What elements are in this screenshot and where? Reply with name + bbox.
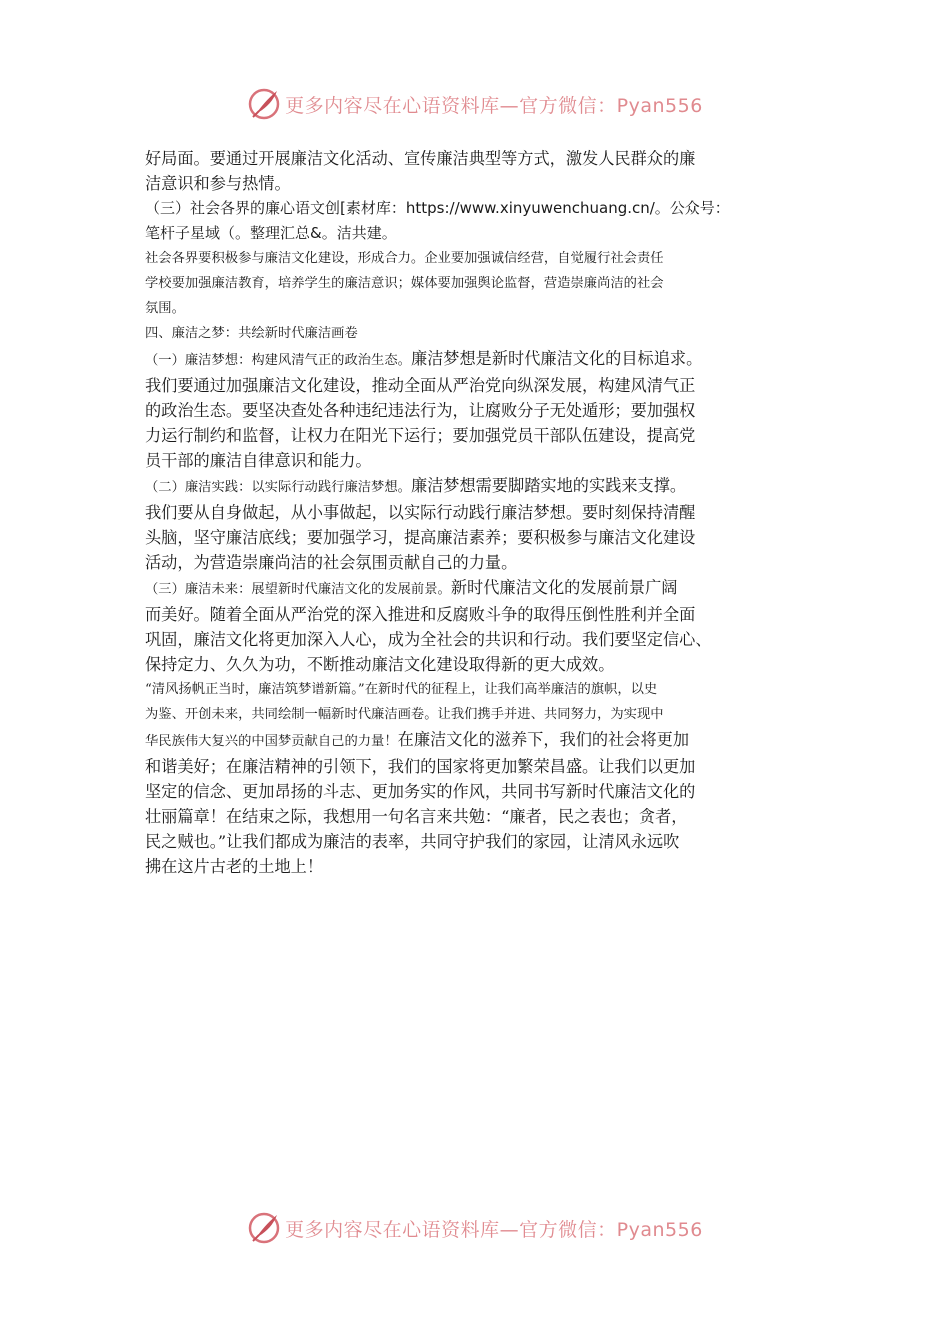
text-line: 为鉴、开创未来，共同绘制一幅新时代廉洁画卷。让我们携手并进、共同努力，为实现中 — [145, 707, 664, 722]
text-line: 壮丽篇章！在结束之际，我想用一句名言来共勉：“廉者，民之表也；贪者， — [145, 807, 688, 826]
text-line: 坚定的信念、更加昂扬的斗志、更加务实的作风，共同书写新时代廉洁文化的 — [145, 782, 696, 801]
text-line: 民之贼也。”让我们都成为廉洁的表率，共同守护我们的家园，让清风永远吹 — [145, 832, 680, 851]
text-line: 我们要从自身做起，从小事做起，以实际行动践行廉洁梦想。要时刻保持清醒 — [145, 503, 696, 522]
text-line: 力运行制约和监督，让权力在阳光下运行；要加强党员干部队伍建设，提高党 — [145, 426, 696, 445]
text-span: 华民族伟大复兴的中国梦贡献自己的力量！ — [145, 734, 398, 749]
text-span: 廉洁梦想是新时代廉洁文化的目标追求。 — [410, 349, 703, 368]
subsection-first-line — [145, 346, 815, 373]
document-body — [145, 146, 815, 879]
text-line: 保持定力、久久为功，不断推动廉洁文化建设取得新的更大成效。 — [145, 655, 615, 674]
quill-logo-icon — [247, 1211, 281, 1245]
text-line: 活动，为营造崇廉尚洁的社会氛围贡献自己的力量。 — [145, 553, 518, 572]
text-line: “清风扬帆正当时，廉洁筑梦谱新篇。”在新时代的征程上，让我们高举廉洁的旗帜，以史 — [145, 682, 658, 697]
text-line: 好局面。要通过开展廉洁文化活动、宣传廉洁典型等方式，激发人民群众的廉 — [145, 149, 696, 168]
chapter-heading: 四、廉洁之梦：共绘新时代廉洁画卷 — [145, 326, 358, 341]
header-banner-text: 更多内容尽在心语资料库—官方微信：Pyan556 — [285, 94, 703, 117]
text-span: 廉洁梦想需要脚踏实地的实践来支撑。 — [410, 476, 687, 495]
text-span: 在廉洁文化的滋养下，我们的社会将更加 — [397, 730, 690, 749]
text-line: 的政治生态。要坚决查处各种违纪违法行为，让腐败分子无处遁形；要加强权 — [145, 401, 696, 420]
text-line: 头脑，坚守廉洁底线；要加强学习，提高廉洁素养；要积极参与廉洁文化建设 — [145, 528, 696, 547]
subsection-first-line — [145, 575, 815, 602]
subsection-title: （二）廉洁实践：以实际行动践行廉洁梦想。 — [145, 480, 411, 495]
subsection-first-line — [145, 473, 815, 500]
text-span: 新时代廉洁文化的发展前景广阔 — [450, 578, 678, 597]
text-line: 我们要通过加强廉洁文化建设，推动全面从严治党向纵深发展，构建风清气正 — [145, 376, 696, 395]
text-line: 拂在这片古老的土地上！ — [145, 857, 324, 876]
text-line: 而美好。随着全面从严治党的深入推进和反腐败斗争的取得压倒性胜利并全面 — [145, 605, 696, 624]
text-line: 洁意识和参与热情。 — [145, 174, 291, 193]
text-line: 巩固，廉洁文化将更加深入人心，成为全社会的共识和行动。我们要坚定信心、 — [145, 630, 712, 649]
section-heading: （三）社会各界的廉心语文创[素材库：https://www.xinyuwenchuang.cn/。公众号： — [145, 199, 730, 217]
mixed-line — [145, 727, 815, 754]
text-line: 和谐美好；在廉洁精神的引领下，我们的国家将更加繁荣昌盛。让我们以更加 — [145, 757, 696, 776]
subsection-title: （三）廉洁未来：展望新时代廉洁文化的发展前景。 — [145, 582, 451, 597]
footer-banner — [0, 1208, 950, 1248]
subsection-title: （一）廉洁梦想：构建风清气正的政治生态。 — [145, 353, 411, 368]
text-line: 社会各界要积极参与廉洁文化建设，形成合力。企业要加强诚信经营，自觉履行社会责任 — [145, 251, 664, 266]
footer-banner-text: 更多内容尽在心语资料库—官方微信：Pyan556 — [285, 1218, 703, 1241]
text-line: 员干部的廉洁自律意识和能力。 — [145, 451, 372, 470]
header-banner — [0, 84, 950, 124]
text-line: 学校要加强廉洁教育，培养学生的廉洁意识；媒体要加强舆论监督，营造崇廉尚洁的社会 — [145, 276, 664, 291]
quill-logo-icon — [247, 87, 281, 121]
text-line: 氛围。 — [145, 301, 185, 316]
section-heading: 笔杆子星域（。整理汇总&。洁共建。 — [145, 224, 397, 242]
